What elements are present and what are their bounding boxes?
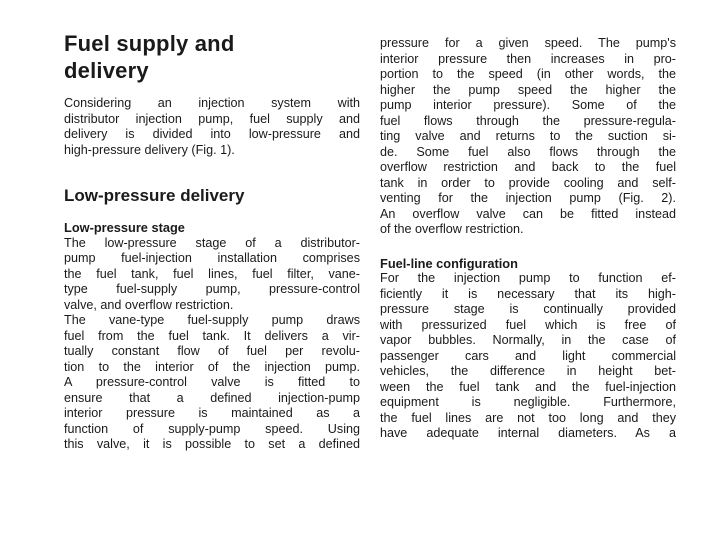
- text-line: A pressure-control valve is fitted to: [64, 375, 360, 389]
- text-line: valve, and overflow restriction.: [64, 297, 234, 312]
- text-line: ween the fuel tank and the fuel-injection: [380, 379, 676, 394]
- text-line: An overflow valve can be fitted instead: [380, 206, 676, 221]
- text-line: this valve, it is possible to set a defined: [64, 437, 360, 451]
- low-stage-paragraph: [64, 236, 360, 314]
- text-line: pressure stage is continually provided: [380, 302, 676, 316]
- text-line: venting for the injection pump (Fig. 2).: [380, 191, 676, 205]
- text-line: have adequate internal diameters. As a: [380, 426, 676, 440]
- text-line: de. Some fuel also flows through the: [380, 144, 676, 159]
- text-line: portion to the speed (in other words, the: [380, 67, 676, 81]
- subsection-heading: Fuel-line configuration: [380, 255, 518, 271]
- title-line: delivery: [64, 58, 149, 83]
- text-line: higher the pump speed the higher the: [380, 82, 676, 97]
- section-heading: Low-pressure delivery: [64, 186, 245, 205]
- text-line: overflow restriction and back to the fuel: [380, 160, 676, 174]
- text-line: fuel from the fuel tank. It delivers a vir-: [64, 328, 360, 343]
- text-line: For the injection pump to function ef-: [380, 271, 676, 285]
- intro-paragraph: [64, 96, 360, 158]
- text-line: equipment is negligible. Furthermore,: [380, 395, 676, 409]
- fuel-line-paragraph: [380, 271, 676, 442]
- page-title: [64, 30, 360, 84]
- text-line: tank in order to provide cooling and self-: [380, 175, 676, 190]
- right-column: [380, 0, 676, 442]
- text-line: delivery is divided into low-pressure and: [64, 127, 360, 141]
- text-line: pressure for a given speed. The pump's: [380, 36, 676, 50]
- text-line: the fuel tank, fuel lines, fuel filter, vane-: [64, 266, 360, 281]
- text-line: interior pressure is maintained as a: [64, 406, 360, 420]
- text-line: tion to the interior of the injection pump.: [64, 359, 360, 374]
- text-line: tually constant flow of fuel per revolu-: [64, 344, 360, 358]
- subsection-heading: Low-pressure stage: [64, 220, 185, 235]
- title-line: Fuel supply and: [64, 31, 235, 56]
- text-line: The vane-type fuel-supply pump draws: [64, 313, 360, 327]
- text-line: fuel flows through the pressure-regula-: [380, 113, 676, 128]
- text-line: ting valve and returns to the suction si-: [380, 129, 676, 143]
- text-line: pump fuel-injection installation comprises: [64, 251, 360, 265]
- text-line: ensure that a defined injection-pump: [64, 390, 360, 405]
- text-line: function of supply-pump speed. Using: [64, 421, 360, 436]
- continued-paragraph: [380, 36, 676, 238]
- text-line: vehicles, the difference in height bet-: [380, 364, 676, 378]
- text-line: The low-pressure stage of a distributor-: [64, 235, 360, 250]
- vane-pump-paragraph: [64, 313, 360, 453]
- text-line: of the overflow restriction.: [380, 222, 524, 236]
- text-line: vapor bubbles. Normally, in the case of: [380, 333, 676, 347]
- text-line: high-pressure delivery (Fig. 1).: [64, 142, 235, 157]
- text-line: Considering an injection system with: [64, 96, 360, 110]
- text-line: passenger cars and light commercial: [380, 348, 676, 363]
- text-line: the fuel lines are not too long and they: [380, 410, 676, 425]
- text-line: interior pressure then increases in pro-: [380, 51, 676, 66]
- left-column: [64, 0, 360, 453]
- text-line: distributor injection pump, fuel supply and: [64, 111, 360, 126]
- text-line: ficiently it is necessary that its high-: [380, 286, 676, 301]
- text-line: with pressurized fuel which is free of: [380, 317, 676, 332]
- text-line: type fuel-supply pump, pressure-control: [64, 282, 360, 296]
- text-line: pump interior pressure). Some of the: [380, 98, 676, 112]
